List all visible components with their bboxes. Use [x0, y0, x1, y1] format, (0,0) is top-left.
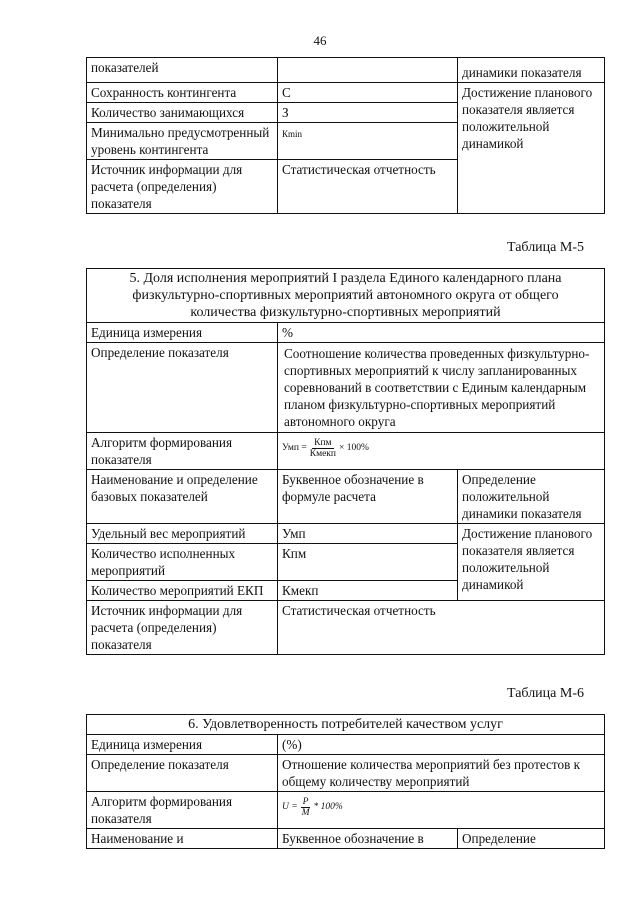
table-m6	[86, 714, 605, 849]
m5-title: 5. Доля исполнения мероприятий I раздела Единого календарного плана физкультурно-спортивных мероприятий автономного округа от общего количества физкультурно-спортивных мероприятий	[87, 269, 605, 323]
m5-row-label: Количество исполненных мероприятий	[87, 544, 278, 581]
cell-symbol	[278, 123, 458, 160]
cell-label: показателей	[87, 58, 278, 83]
m5-row-label: Удельный вес мероприятий	[87, 524, 278, 544]
cell-label: Сохранность контингента	[87, 83, 278, 103]
cell-source: Статистическая отчетность	[278, 160, 458, 214]
m6-title: 6. Удовлетворенность потребителей качеством услуг	[87, 715, 605, 735]
page-number: 46	[313, 33, 327, 48]
table-continued	[86, 57, 605, 214]
formula-fraction	[310, 438, 336, 459]
formula-denominator: M	[301, 808, 310, 818]
caption-m6: Таблица М-6	[507, 686, 584, 701]
cell-label: Источник информации для расчета (определения) показателя	[87, 160, 278, 214]
m5-formula	[278, 433, 605, 470]
formula-rhs: * 100%	[313, 802, 343, 812]
formula-lhs: Умп =	[282, 443, 307, 453]
m5-base-col2: Буквенное обозначение в формуле расчета	[278, 470, 458, 524]
symbol-kmin: Кmin	[282, 129, 303, 139]
m5-source-label: Источник информации для расчета (определения) показателя	[87, 601, 278, 655]
m5-base-col3: Определение положительной динамики показателя	[458, 470, 605, 524]
cell-label: Количество занимающихся	[87, 103, 278, 123]
table-m5	[86, 268, 605, 655]
m5-base-label: Наименование и определение базовых показателей	[87, 470, 278, 524]
formula-fraction	[301, 797, 311, 818]
m6-base-col3: Определение	[458, 829, 605, 849]
m5-dynamics: Достижение планового показателя является положительной динамикой	[458, 524, 605, 601]
m6-formula	[278, 792, 605, 829]
cell-dynamics-header: динамики показателя	[458, 58, 605, 83]
m5-row-symbol: Кмекп	[278, 581, 458, 601]
formula	[282, 797, 343, 818]
m6-base-label: Наименование и	[87, 829, 278, 849]
formula-numerator: Кпм	[314, 438, 332, 448]
m5-unit-label: Единица измерения	[87, 323, 278, 343]
m5-unit-value: %	[278, 323, 605, 343]
dynamics-text: Достижение планового показателя является положительной динамикой	[462, 85, 593, 151]
formula	[282, 438, 369, 459]
m6-def-label: Определение показателя	[87, 755, 278, 792]
formula-lhs: U =	[282, 802, 298, 812]
m5-def-value: Соотношение количества проведенных физкультурно-спортивных мероприятий к числу запланированных соревнований в соответствии с Единым календарным планом физкультурно-спортивных мероприятий автономного округа	[278, 343, 605, 433]
m5-row-label: Количество мероприятий ЕКП	[87, 581, 278, 601]
m6-unit-label: Единица измерения	[87, 735, 278, 755]
m5-row-symbol: Умп	[278, 524, 458, 544]
cell-empty	[278, 58, 458, 83]
m6-algo-label: Алгоритм формирования показателя	[87, 792, 278, 829]
m6-unit-value: (%)	[278, 735, 605, 755]
formula-rhs: × 100%	[339, 443, 369, 453]
m6-def-value: Отношение количества мероприятий без протестов к общему количеству мероприятий	[278, 755, 605, 792]
cell-symbol: З	[278, 103, 458, 123]
m5-def-label: Определение показателя	[87, 343, 278, 433]
m6-base-col2: Буквенное обозначение в	[278, 829, 458, 849]
cell-dynamics	[458, 83, 605, 214]
m5-source-value: Статистическая отчетность	[278, 601, 605, 655]
cell-label: Минимально предусмотренный уровень контингента	[87, 123, 278, 160]
cell-symbol: С	[278, 83, 458, 103]
formula-numerator: P	[302, 797, 309, 807]
caption-m5: Таблица М-5	[507, 240, 584, 255]
formula-denominator: Кмекп	[309, 449, 336, 459]
m5-row-symbol: Кпм	[278, 544, 458, 581]
m5-algo-label: Алгоритм формирования показателя	[87, 433, 278, 470]
